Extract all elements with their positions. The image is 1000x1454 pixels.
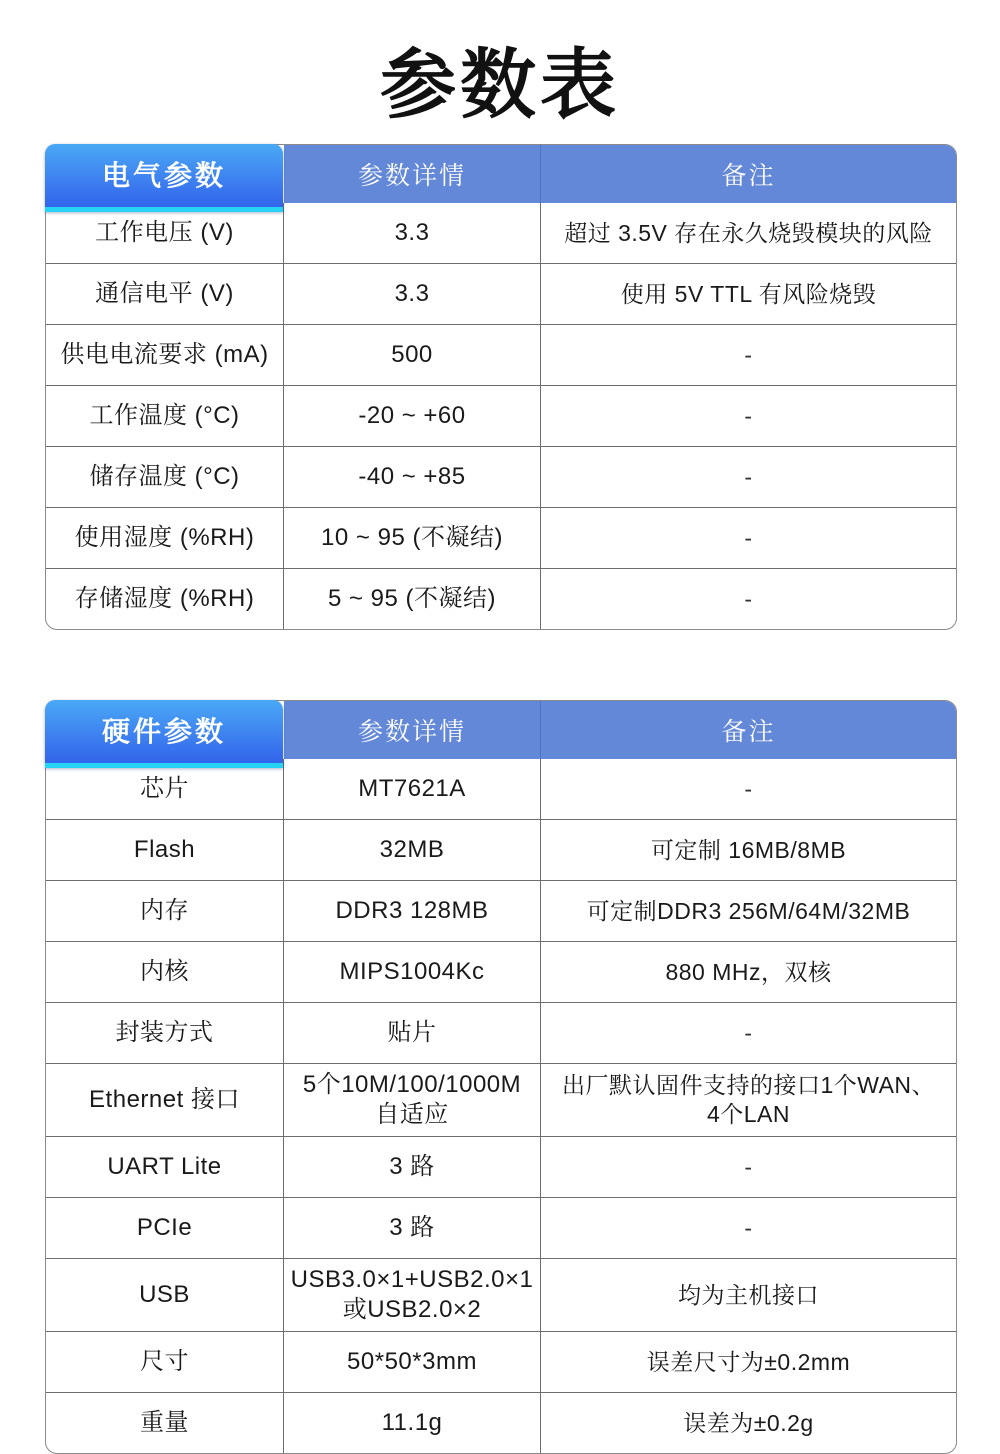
table-row: [46, 1392, 956, 1453]
cell-parameter-name: 供电电流要求 (mA): [46, 324, 284, 385]
table-row: [46, 446, 956, 507]
cell-parameter-value: -20 ~ +60: [284, 385, 541, 446]
cell-parameter-name: 尺寸: [46, 1331, 284, 1392]
table-row: [46, 385, 956, 446]
spec-table-electrical: [45, 144, 957, 630]
cell-parameter-note: -: [541, 1136, 956, 1197]
table-row: [46, 203, 956, 263]
category-tab-label: 硬件参数: [101, 716, 226, 747]
table-row: [46, 324, 956, 385]
table-row: [46, 507, 956, 568]
cell-parameter-name: 封装方式: [46, 1002, 284, 1063]
cell-parameter-value: DDR3 128MB: [284, 880, 541, 941]
category-tab-underline: [45, 763, 283, 768]
cell-parameter-value: 贴片: [284, 1002, 541, 1063]
cell-parameter-name: 重量: [46, 1392, 284, 1453]
cell-parameter-name: 内核: [46, 941, 284, 1002]
table-body-electrical: [46, 203, 956, 629]
cell-parameter-value: 3.3: [284, 203, 541, 263]
cell-parameter-name: 存储湿度 (%RH): [46, 568, 284, 629]
cell-parameter-note: 误差尺寸为±0.2mm: [541, 1331, 956, 1392]
cell-parameter-note: 使用 5V TTL 有风险烧毁: [541, 263, 956, 324]
table-row: [46, 1136, 956, 1197]
cell-parameter-value: 3 路: [284, 1197, 541, 1258]
cell-parameter-value: 3 路: [284, 1136, 541, 1197]
cell-parameter-name: 工作电压 (V): [46, 203, 284, 263]
cell-parameter-value: 500: [284, 324, 541, 385]
column-header-note: 备注: [541, 145, 956, 203]
table-row: [46, 1002, 956, 1063]
table-row: [46, 568, 956, 629]
table-row: [46, 819, 956, 880]
cell-parameter-note: -: [541, 1002, 956, 1063]
spec-block-hardware: [45, 700, 955, 1454]
cell-parameter-value: 10 ~ 95 (不凝结): [284, 507, 541, 568]
category-tab-underline: [45, 207, 283, 212]
table-row: [46, 759, 956, 819]
cell-parameter-value: 5 ~ 95 (不凝结): [284, 568, 541, 629]
table-row: [46, 1197, 956, 1258]
cell-parameter-note: -: [744, 775, 753, 802]
cell-parameter-name: PCIe: [46, 1197, 284, 1258]
cell-parameter-note: 可定制DDR3 256M/64M/32MB: [541, 880, 956, 941]
cell-parameter-note: -: [541, 507, 956, 568]
cell-parameter-name: 工作温度 (°C): [46, 385, 284, 446]
table-row: [46, 1258, 956, 1331]
cell-parameter-value: USB3.0×1+USB2.0×1 或USB2.0×2: [284, 1258, 541, 1331]
cell-parameter-value: 11.1g: [284, 1392, 541, 1453]
cell-parameter-note: -: [541, 446, 956, 507]
spec-block-electrical: [45, 144, 955, 630]
cell-parameter-name: 使用湿度 (%RH): [46, 507, 284, 568]
cell-parameter-name: 通信电平 (V): [46, 263, 284, 324]
cell-parameter-name: UART Lite: [46, 1136, 284, 1197]
column-header-detail: 参数详情: [284, 701, 541, 759]
column-header-note: 备注: [541, 701, 956, 759]
cell-parameter-value: 50*50*3mm: [284, 1331, 541, 1392]
cell-parameter-value: 3.3: [284, 263, 541, 324]
table-row: [46, 1063, 956, 1136]
cell-parameter-name: USB: [46, 1258, 284, 1331]
cell-parameter-note: -: [541, 568, 956, 629]
cell-parameter-note: -: [541, 324, 956, 385]
page-title: 参数表: [380, 43, 620, 128]
cell-parameter-note: -: [541, 1197, 956, 1258]
cell-parameter-name: Flash: [46, 819, 284, 880]
table-row: [46, 941, 956, 1002]
table-row: [46, 1331, 956, 1392]
cell-parameter-note: 880 MHz，双核: [541, 941, 956, 1002]
table-row: [46, 880, 956, 941]
category-tab-label: 电气参数: [101, 160, 226, 191]
cell-parameter-name: Ethernet 接口: [46, 1063, 284, 1136]
cell-parameter-name: 内存: [46, 880, 284, 941]
cell-parameter-value: 5个10M/100/1000M 自适应: [284, 1063, 541, 1136]
category-tab-electrical: [45, 144, 283, 212]
cell-parameter-value: MT7621A: [284, 759, 541, 819]
cell-parameter-note: 可定制 16MB/8MB: [541, 819, 956, 880]
table-row: [46, 263, 956, 324]
cell-parameter-note: 超过 3.5V 存在永久烧毁模块的风险: [564, 219, 933, 246]
cell-parameter-value: -40 ~ +85: [284, 446, 541, 507]
cell-parameter-name: 芯片: [46, 759, 284, 819]
cell-parameter-name: 储存温度 (°C): [46, 446, 284, 507]
cell-parameter-value: MIPS1004Kc: [284, 941, 541, 1002]
cell-parameter-note: -: [541, 385, 956, 446]
cell-parameter-note: 误差为±0.2g: [541, 1392, 956, 1453]
spec-table-hardware: [45, 700, 957, 1454]
cell-parameter-note: 出厂默认固件支持的接口1个WAN、 4个LAN: [541, 1063, 956, 1136]
cell-parameter-note: 均为主机接口: [541, 1258, 956, 1331]
cell-parameter-value: 32MB: [284, 819, 541, 880]
category-tab-hardware: [45, 700, 283, 768]
column-header-detail: 参数详情: [284, 145, 541, 203]
